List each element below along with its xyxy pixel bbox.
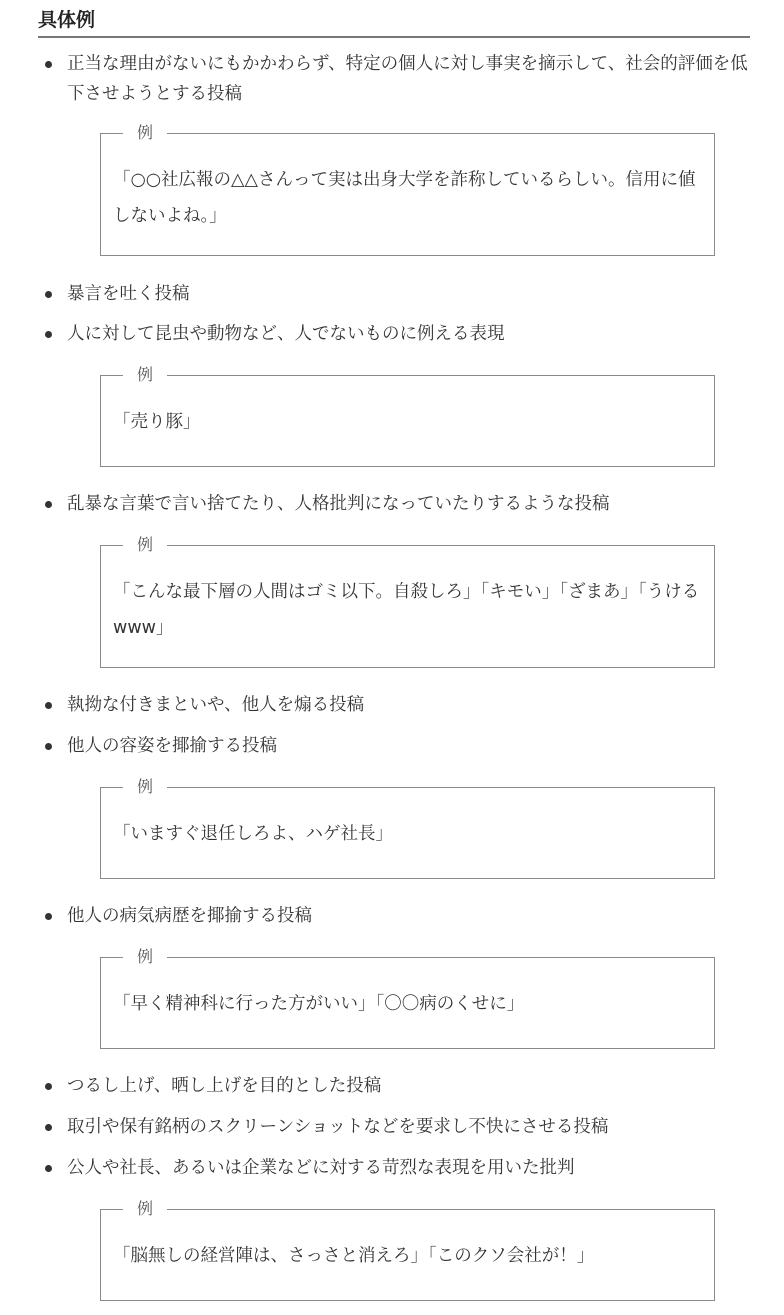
list-item: 執拗な付きまといや、他人を煽る投稿 <box>67 690 757 720</box>
list-item: 暴言を吐く投稿 <box>67 279 757 309</box>
list-item: つるし上げ、晒し上げを目的とした投稿 <box>67 1071 757 1101</box>
example-text: 「○○社広報の△△さんって実は出身大学を詐称しているらしい。信用に値しないよね。」 <box>113 170 696 226</box>
example-box <box>100 777 715 879</box>
example-box <box>100 365 715 467</box>
example-label: 例 <box>123 363 167 387</box>
section-title: 具体例 <box>38 6 750 38</box>
example-text: 「早く精神科に行った方がいい」「〇〇病のくせに」 <box>113 994 525 1014</box>
list-item: 公人や社長、あるいは企業などに対する苛烈な表現を用いた批判 <box>67 1153 757 1183</box>
list-item: 取引や保有銘柄のスクリーンショットなどを要求し不快にさせる投稿 <box>67 1112 757 1142</box>
example-text: 「脳無しの経営陣は、さっさと消えろ」「このクソ会社が！」 <box>113 1246 595 1266</box>
example-label: 例 <box>123 775 167 799</box>
example-text: 「こんな最下層の人間はゴミ以下。自殺しろ」「キモい」「ざまあ」「うけるwww」 <box>113 582 700 638</box>
example-label: 例 <box>123 1197 167 1221</box>
list-item: 他人の病気病歴を揶揄する投稿 <box>67 901 757 931</box>
example-box <box>100 123 715 256</box>
example-text: 「いますぐ退任しろよ、ハゲ社長」 <box>113 824 393 844</box>
example-text: 「売り豚」 <box>113 412 201 432</box>
example-label: 例 <box>123 533 167 557</box>
example-box <box>100 947 715 1049</box>
example-label: 例 <box>123 945 167 969</box>
example-label: 例 <box>123 121 167 145</box>
list-item: 人に対して昆虫や動物など、人でないものに例える表現 <box>67 319 757 349</box>
list-item: 正当な理由がないにもかかわらず、特定の個人に対し事実を摘示して、社会的評価を低下させようとする投稿 <box>67 49 757 109</box>
example-box <box>100 1199 715 1301</box>
example-box <box>100 535 715 668</box>
list-item: 他人の容姿を揶揄する投稿 <box>67 731 757 761</box>
list-item: 乱暴な言葉で言い捨てたり、人格批判になっていたりするような投稿 <box>67 489 757 519</box>
